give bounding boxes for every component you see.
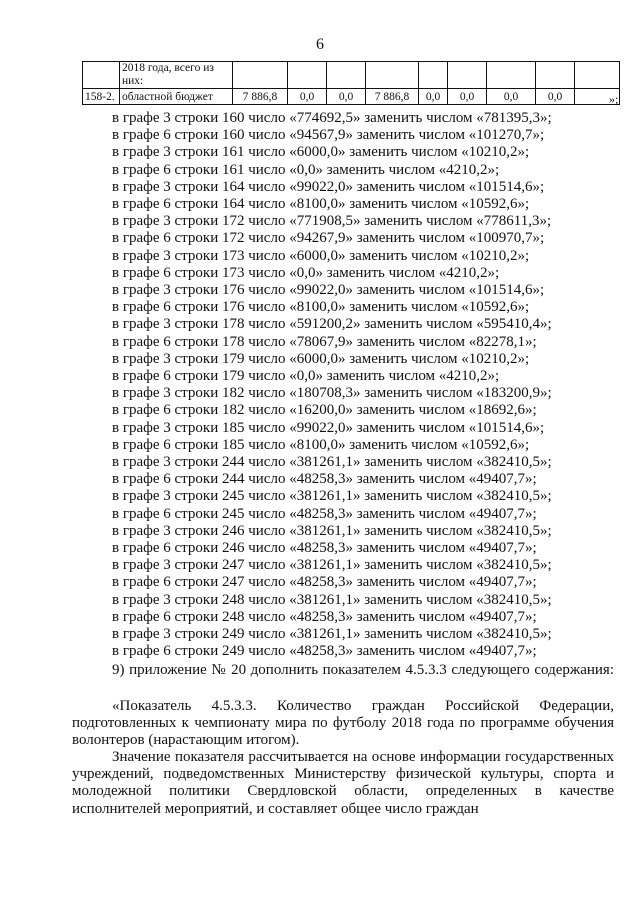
replacement-line: в графе 6 строки 160 число «94567,9» заменить числом «101270,7»; [112,127,545,144]
replacement-line: в графе 6 строки 179 число «0,0» заменить числом «4210,2»; [112,368,500,385]
replacement-line: в графе 6 строки 178 число «78067,9» заменить числом «82278,1»; [112,333,537,350]
replacement-line: в графе 3 строки 185 число «99022,0» заменить числом «101514,6»; [112,419,545,436]
replacement-line: в графе 6 строки 247 число «48258,3» заменить числом «49407,7»; [112,574,537,591]
replacement-line: в графе 6 строки 172 число «94267,9» заменить числом «100970,7»; [112,230,545,247]
table-row [83,89,620,105]
budget-table [82,61,620,105]
table-cell: 7 886,8 [366,89,419,105]
replacement-line: в графе 6 строки 245 число «48258,3» заменить числом «49407,7»; [112,505,537,522]
table-cell [288,62,327,89]
item-9-paragraph: 9) приложение № 20 дополнить показателем 4.5.3.3 следующего содержания: [112,662,614,678]
value-description-paragraph: Значение показателя рассчитывается на основе информации государственных учреждений, подведомственных Министерству физической культуры, спорта и молодежной политики Свердловской области, определенных в качестве исполнителей мероприятий, и составляет общее число граждан [72,749,614,817]
replacement-line: в графе 3 строки 172 число «771908,5» заменить числом «778611,3»; [112,213,552,230]
table-cell [448,62,487,89]
replacement-line: в графе 6 строки 161 число «0,0» заменить числом «4210,2»; [112,161,500,178]
replacement-line: в графе 6 строки 173 число «0,0» заменить числом «4210,2»; [112,264,500,281]
replacement-line: в графе 3 строки 245 число «381261,1» заменить числом «382410,5»; [112,488,552,505]
table-cell [327,62,366,89]
table-cell: 0,0 [327,89,366,105]
replacement-line: в графе 3 строки 176 число «99022,0» заменить числом «101514,6»; [112,282,545,299]
replacement-line: в графе 3 строки 164 число «99022,0» заменить числом «101514,6»; [112,178,545,195]
table-cell: 158-2. [83,89,120,105]
table-cell [366,62,419,89]
table-cell: областной бюджет [120,89,233,105]
replacement-line: в графе 6 строки 249 число «48258,3» заменить числом «49407,7»; [112,643,537,660]
replacement-line: в графе 6 строки 246 число «48258,3» заменить числом «49407,7»; [112,540,537,557]
table-cell: 0,0 [448,89,487,105]
replacement-line: в графе 3 строки 161 число «6000,0» заменить числом «10210,2»; [112,144,530,161]
replacement-line: в графе 3 строки 246 число «381261,1» заменить числом «382410,5»; [112,522,552,539]
table-cell: 7 886,8 [233,89,288,105]
replacement-line: в графе 3 строки 160 число «774692,5» заменить числом «781395,3»; [112,110,552,126]
replacement-list [112,110,552,661]
table-cell [487,62,536,89]
table-cell: 0,0 [536,89,575,105]
replacement-line: в графе 3 строки 247 число «381261,1» заменить числом «382410,5»; [112,557,552,574]
page-number: 6 [316,36,324,53]
table-row [83,62,620,89]
replacement-line: в графе 6 строки 244 число «48258,3» заменить числом «49407,7»; [112,471,537,488]
replacement-line: в графе 3 строки 178 число «591200,2» заменить числом «595410,4»; [112,316,552,333]
table-cell [419,62,448,89]
table-cell: 2018 года, всего из них: [120,62,233,89]
table-cell [536,62,575,89]
table-cell [83,62,120,89]
replacement-line: в графе 6 строки 164 число «8100,0» заменить числом «10592,6»; [112,196,530,213]
table-closing-quote: »; [609,92,619,106]
replacement-line: в графе 3 строки 173 число «6000,0» заменить числом «10210,2»; [112,247,530,264]
table-cell [233,62,288,89]
indicator-paragraph: «Показатель 4.5.3.3. Количество граждан Российской Федерации, подготовленных к чемпионату мира по футболу 2018 года по программе обучения волонтеров (нарастающим итогом). [72,698,614,749]
table-cell: 0,0 [487,89,536,105]
table-cell: 0,0 [419,89,448,105]
table-cell: 0,0 [288,89,327,105]
replacement-line: в графе 6 строки 248 число «48258,3» заменить числом «49407,7»; [112,608,537,625]
replacement-line: в графе 6 строки 185 число «8100,0» заменить числом «10592,6»; [112,436,530,453]
replacement-line: в графе 3 строки 179 число «6000,0» заменить числом «10210,2»; [112,350,530,367]
table-cell [575,62,620,89]
replacement-line: в графе 6 строки 176 число «8100,0» заменить числом «10592,6»; [112,299,530,316]
replacement-line: в графе 3 строки 244 число «381261,1» заменить числом «382410,5»; [112,454,552,471]
replacement-line: в графе 3 строки 182 число «180708,3» заменить числом «183200,9»; [112,385,552,402]
replacement-line: в графе 3 строки 249 число «381261,1» заменить числом «382410,5»; [112,626,552,643]
replacement-line: в графе 6 строки 182 число «16200,0» заменить числом «18692,6»; [112,402,537,419]
replacement-line: в графе 3 строки 248 число «381261,1» заменить числом «382410,5»; [112,591,552,608]
